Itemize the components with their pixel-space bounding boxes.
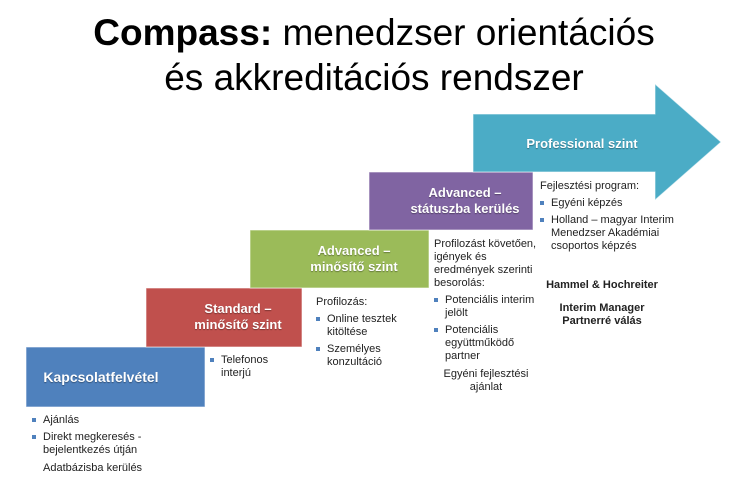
step-5-bullet: Holland – magyar Interim Menedzser Akadémiai csoportos képzés	[540, 214, 680, 253]
title-line2: és akkreditációs rendszer	[164, 57, 584, 98]
title-brand: Compass:	[93, 12, 273, 53]
step-5-label: Professional szint	[526, 136, 638, 151]
step-4-notes	[434, 238, 538, 394]
step-2-notes	[210, 350, 290, 380]
step-1-label: Kapcsolatfelvétel	[43, 369, 159, 385]
step-3-bullet: Online tesztek kitöltése	[316, 313, 420, 339]
step-4-intro: Profilozást követően, igények és eredmények szerinti besorolás:	[434, 238, 537, 289]
step-5-bullet: Egyéni képzés	[540, 197, 680, 210]
step-1-notes	[32, 410, 182, 475]
step-4-bullet: Potenciális interim jelölt	[434, 294, 538, 320]
step-1-footer: Adatbázisba kerülés	[43, 462, 143, 474]
step-3-bullet: Személyes konzultáció	[316, 343, 420, 369]
step-5-partner-role: Interim Manager Partnerré válás	[559, 302, 645, 327]
step-5-notes	[540, 180, 680, 328]
step-4-bullet: Potenciális együttműködő partner	[434, 324, 538, 363]
step-4-label: Advanced – státuszba kerülés	[410, 185, 520, 216]
step-2-label: Standard – minősítő szint	[194, 301, 282, 332]
step-4-footer: Egyéni fejlesztési ajánlat	[443, 368, 529, 393]
step-5-intro: Fejlesztési program:	[540, 180, 640, 192]
step-3-label: Advanced – minősítő szint	[310, 243, 398, 274]
step-1-bullet: Ajánlás	[32, 414, 182, 427]
title-line1: menedzser orientációs	[272, 12, 655, 53]
step-5-partner-name: Hammel & Hochreiter	[546, 279, 658, 291]
step-2-bullet: Telefonos interjú	[210, 354, 290, 380]
step-3-notes	[316, 296, 420, 369]
step-1-bullet: Direkt megkeresés - bejelentkezés útján	[32, 431, 182, 457]
step-3-intro: Profilozás:	[316, 296, 368, 308]
